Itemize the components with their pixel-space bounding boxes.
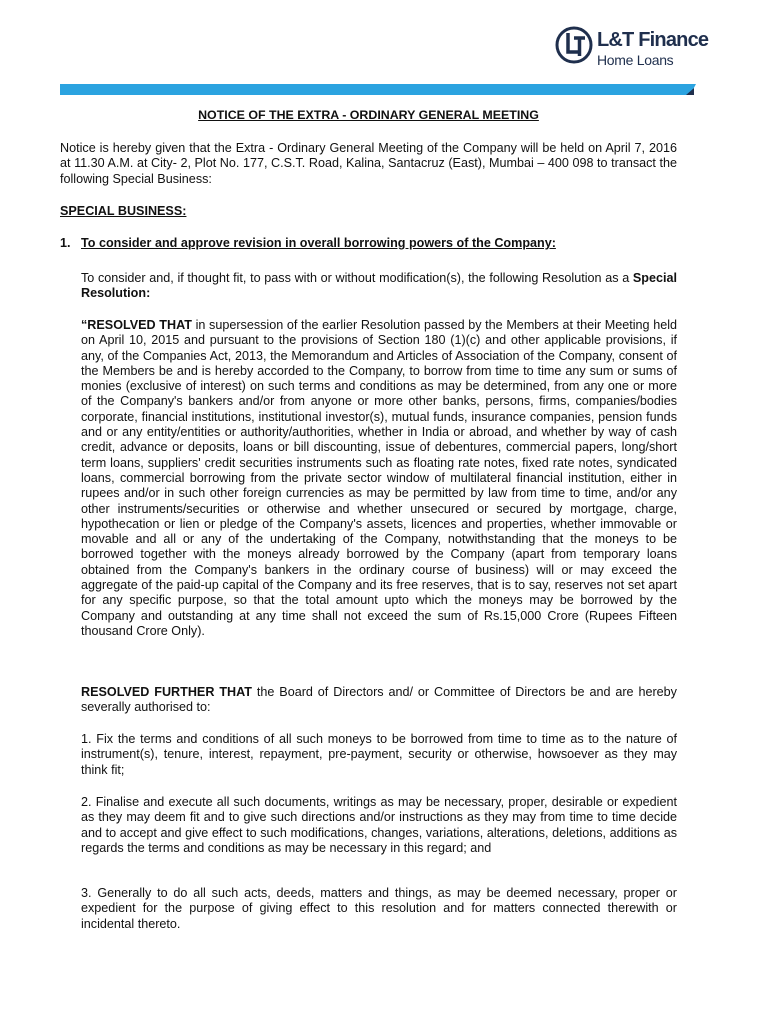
resolved-further — [81, 685, 677, 716]
resolved-further-lead: RESOLVED FURTHER THAT — [81, 685, 252, 699]
lt-emblem-icon — [555, 25, 595, 65]
resolution-body-text: in supersession of the earlier Resolution passed by the Members at their Meeting held on April 10, 2015 and pursuant to the provisions of Section 180 (1)(c) and other applicable provisions, if any, of the Companies Act, 2013, the Memorandum and Articles of Association of the Company, consent of the Members be and is hereby accorded to the Company, to borrow from time to time any sum or sums of monies (exclusive of interest) on such terms and conditions as may be determined, from any one or more of the Company's bankers and/or from anyone or more other banks, persons, firms, companies/bodies corporate, financial institutions, institutional investor(s), mutual funds, insurance companies, pension funds and or any entity/entities or authority/authorities, whether in India or abroad, and whether by way of cash credit, advance or deposits, loans or bill discounting, issue of debentures, commercial papers, long/short term loans, suppliers' credit securities instruments such as floating rate notes, fixed rate notes, syndicated loans, commercial borrowing from the private sector window of multilateral financial institution, either in rupees and/or in such other foreign currencies as may be permitted by law from time to time, and/or any other instruments/securities or otherwise and whether unsecured or secured by mortgage, charge, hypothecation or lien or pledge of the Company's assets, licences and properties, whether immovable or movable and all or any of the undertaking of the Company, notwithstanding that the moneys to be borrowed together with the moneys already borrowed by the Company (apart from temporary loans obtained from the Company's bankers in the ordinary course of business) will or may exceed the aggregate of the paid-up capital of the Company and its free reserves, that is to say, reserves not set apart for any specific purpose, so that the total amount upto which the moneys may be borrowed by the Company and outstanding at any time shall not exceed the sum of Rs.15,000 Crore (Rupees Fifteen thousand Crore Only). — [81, 318, 677, 638]
resolution-intro — [81, 271, 677, 302]
brand-name: L&T Finance — [597, 29, 709, 51]
notice-intro: Notice is hereby given that the Extra - Ordinary General Meeting of the Company will be held on April 7, 2016 at 11.30 A.M. at City- 2, Plot No. 177, C.S.T. Road, Kalina, Santacruz (East), Mumbai – 400 098 to transact the following Special Business: — [60, 141, 677, 186]
item-number: 1. — [60, 236, 71, 250]
authorisation-point-3: 3. Generally to do all such acts, deeds, matters and things, as may be deemed necessary, proper or expedient for the purpose of giving effect to this resolution and for matters connected therewith or incidental thereto. — [81, 886, 677, 931]
authorisation-point-2: 2. Finalise and execute all such documents, writings as may be necessary, proper, desirable or expedient as they may deem fit and to give such directions and/or instructions as they may from time to time decide and to accept and give effect to such modifications, changes, variations, alterations, deletions, additions as regards the terms and conditions as may be necessary in this regard; and — [81, 795, 677, 855]
brand-subtitle: Home Loans — [597, 52, 674, 68]
resolved-lead: “RESOLVED THAT — [81, 318, 192, 332]
authorisation-point-1: 1. Fix the terms and conditions of all such moneys to be borrowed from time to time as to the nature of instrument(s), tenure, interest, repayment, pre-payment, security or otherwise, howsoever as they may think fit; — [81, 732, 677, 777]
special-business-heading: SPECIAL BUSINESS: — [60, 204, 187, 218]
item-heading: To consider and approve revision in overall borrowing powers of the Company: — [81, 236, 556, 250]
resolution-intro-text: To consider and, if thought fit, to pass with or without modification(s), the following Resolution as a — [81, 271, 633, 285]
resolved-further-text: the Board of Directors and/ or Committee of Directors be and are hereby severally authorised to: — [81, 685, 677, 715]
header-band-stripe — [60, 84, 696, 95]
notice-title: NOTICE OF THE EXTRA - ORDINARY GENERAL MEETING — [198, 108, 539, 122]
resolution-body — [81, 318, 677, 639]
resolution-type: Special Resolution: — [81, 271, 677, 301]
header-band — [60, 84, 696, 102]
company-logo — [555, 25, 709, 73]
